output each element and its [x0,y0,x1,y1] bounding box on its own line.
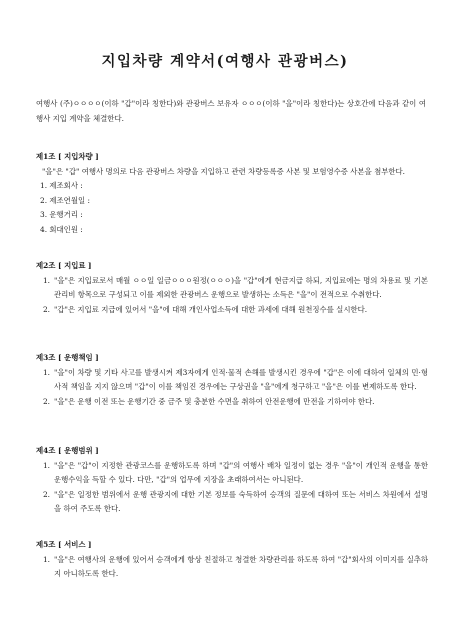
list-item: 1. 제조회사 : [40,181,83,190]
list-item: 3. 운행거리 : [40,210,83,219]
article-heading: 제3조 [ 운행책임 ] [36,353,99,362]
article-heading: 제5조 [ 서비스 ] [36,540,92,549]
article-5 [36,538,428,582]
article-heading: 제1조 [ 지입차량 ] [36,152,99,161]
article-4 [36,444,428,517]
article-2 [36,259,428,317]
list-item: 2. 제조연월일 : [40,195,90,205]
list-item: 1. "을"이 차량 및 기타 사고를 발생시켜 제3자에게 인적·물적 손해를 발생시킨 경우에 "갑"은 이에 대하여 일체의 민·형사적 책임을 지지 않으며 "갑"이 이를 책임진 경우에는 구상권을 "을"에게 청구하고 "을"은 이를 변제하도록 한다. [42,367,428,391]
article-heading: 제4조 [ 운행범위 ] [36,446,99,455]
article-3 [36,351,428,409]
list-item: 1. "을"은 여행사의 운행에 있어서 승객에게 항상 친절하고 청결한 차량관리를 하도록 하여 "갑"회사의 이미지를 실추하지 아니하도록 한다. [42,554,428,578]
list-item: 2. "을"은 일정한 범위에서 운행 관광지에 대한 기본 정보를 숙득하여 승객의 질문에 대하여 또는 서비스 차원에서 설명을 하여 주도록 한다. [42,489,428,513]
list-item: 1. "을"은 지입료로서 매월 ㅇㅇ일 일금ㅇㅇㅇ원정(ㅇㅇㅇ)을 "갑"에게 현금지급 하되, 지입료에는 명의 차용료 및 기본 관리비 항목으로 구성되고 이를 제외한 관광버스 운행으로 발생하는 소득은 "을"이 전적으로 수취한다. [42,275,428,299]
list-item: 2. "을"은 운행 이전 또는 운행기간 중 금주 및 충분한 수면을 취하여 안전운행에 만전을 기하여야 한다. [42,396,375,406]
list-item: 4. 회대인원 : [40,224,83,234]
vehicle-info-list [36,179,428,237]
intro-paragraph: 여행사 (주)ㅇㅇㅇㅇ(이하 "갑"이라 칭한다)와 관광버스 보유자 ㅇㅇㅇ(이하 "을"이라 칭한다)는 상호간에 다음과 같이 여행사 지입 계약을 체결한다. [36,99,426,123]
list-item: 1. "을"은 "갑"이 지정한 관광코스를 운행하도록 하며 "갑"의 여행사 배차 일정이 없는 경우 "을"이 개인적 운행을 통한 운행수익을 득할 수 있다. 다만, "갑"의 업무에 지장을 초래하여서는 아니된다. [42,460,428,484]
article-1 [36,150,428,237]
article-heading: 제2조 [ 지입료 ] [36,261,92,270]
document-title: 지입차량 계약서(여행사 관광버스) [101,53,349,70]
article-body: "을"은 "갑" 여행사 명의로 다음 관광버스 차량을 지입하고 관련 차량등록증 사본 및 보험영수증 사본을 첨부한다. [42,166,405,176]
list-item: 2. "갑"은 지입료 지급에 있어서 "을"에 대해 개인사업소득에 대한 과세에 대해 원천징수를 실시한다. [42,304,368,314]
